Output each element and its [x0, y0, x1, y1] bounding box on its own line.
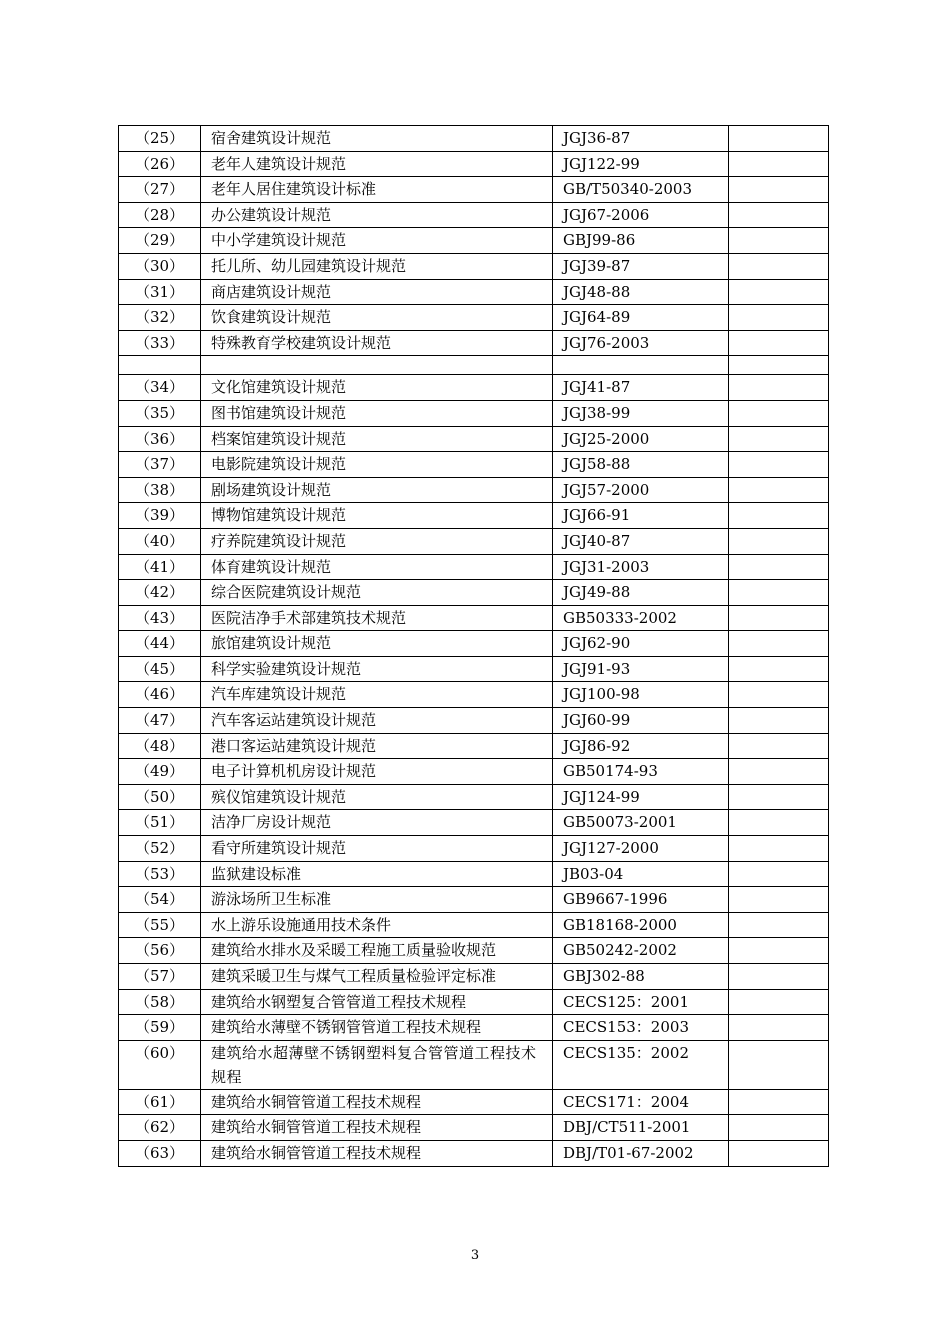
standard-note-cell — [729, 810, 829, 836]
standard-number-cell: （49） — [119, 759, 201, 785]
standard-number-cell: （47） — [119, 708, 201, 734]
standard-note-cell — [729, 912, 829, 938]
standard-note-cell — [729, 733, 829, 759]
table-row — [119, 400, 829, 426]
standard-code-cell: JB03-04 — [553, 861, 729, 887]
standard-name-cell: 电影院建筑设计规范 — [201, 452, 553, 478]
table-row — [119, 503, 829, 529]
standard-code-cell: JGJ64-89 — [553, 305, 729, 331]
standard-note-cell — [729, 400, 829, 426]
standard-note-cell — [729, 177, 829, 203]
standard-number-cell: （57） — [119, 964, 201, 990]
standard-name-cell: 洁净厂房设计规范 — [201, 810, 553, 836]
standard-number-cell: （45） — [119, 656, 201, 682]
standard-name-cell: 体育建筑设计规范 — [201, 554, 553, 580]
table-row — [119, 228, 829, 254]
standard-name-cell: 建筑给水超薄壁不锈钢塑料复合管管道工程技术规程 — [201, 1040, 553, 1089]
standard-name-cell: 建筑给水薄壁不锈钢管管道工程技术规程 — [201, 1015, 553, 1041]
standards-table-body — [119, 126, 829, 1167]
standard-number-cell: （46） — [119, 682, 201, 708]
table-row — [119, 989, 829, 1015]
standard-code-cell: GB9667-1996 — [553, 887, 729, 913]
standard-number-cell: （37） — [119, 452, 201, 478]
standard-note-cell — [729, 1115, 829, 1141]
standard-code-cell: JGJ31-2003 — [553, 554, 729, 580]
standard-code-cell: JGJ39-87 — [553, 253, 729, 279]
table-row — [119, 1089, 829, 1115]
table-row — [119, 682, 829, 708]
standard-number-cell: （34） — [119, 375, 201, 401]
standard-note-cell — [729, 938, 829, 964]
table-row — [119, 356, 829, 375]
table-row — [119, 375, 829, 401]
standard-code-cell: GB50242-2002 — [553, 938, 729, 964]
standard-code-cell: JGJ48-88 — [553, 279, 729, 305]
table-row — [119, 580, 829, 606]
table-row — [119, 1140, 829, 1166]
standard-note-cell — [729, 1040, 829, 1089]
standard-code-cell: JGJ40-87 — [553, 528, 729, 554]
standard-note-cell — [729, 426, 829, 452]
table-row — [119, 887, 829, 913]
standard-name-cell: 建筑给水排水及采暖工程施工质量验收规范 — [201, 938, 553, 964]
standard-code-cell: JGJ100-98 — [553, 682, 729, 708]
standard-number-cell: （56） — [119, 938, 201, 964]
standard-code-cell: JGJ36-87 — [553, 126, 729, 152]
standard-number-cell: （54） — [119, 887, 201, 913]
standard-note-cell — [729, 580, 829, 606]
standard-number-cell: （33） — [119, 330, 201, 356]
table-row — [119, 656, 829, 682]
standard-number-cell: （53） — [119, 861, 201, 887]
standard-number-cell: （41） — [119, 554, 201, 580]
standard-note-cell — [729, 887, 829, 913]
standard-number-cell: （28） — [119, 202, 201, 228]
page-number: 3 — [470, 1248, 480, 1263]
standard-code-cell: CECS135：2002 — [553, 1040, 729, 1089]
table-row — [119, 836, 829, 862]
standard-note-cell — [729, 759, 829, 785]
standard-note-cell — [729, 861, 829, 887]
standard-code-cell: JGJ57-2000 — [553, 477, 729, 503]
table-row — [119, 964, 829, 990]
standard-number-cell: （36） — [119, 426, 201, 452]
standard-number-cell: （50） — [119, 784, 201, 810]
standard-note-cell — [729, 708, 829, 734]
standard-name-cell: 老年人居住建筑设计标准 — [201, 177, 553, 203]
standard-number-cell: （52） — [119, 836, 201, 862]
table-row — [119, 452, 829, 478]
standard-name-cell: 汽车客运站建筑设计规范 — [201, 708, 553, 734]
table-row — [119, 1015, 829, 1041]
standard-name-cell: 博物馆建筑设计规范 — [201, 503, 553, 529]
table-row — [119, 784, 829, 810]
table-row — [119, 631, 829, 657]
standard-code-cell: CECS171：2004 — [553, 1089, 729, 1115]
standard-name-cell: 宿舍建筑设计规范 — [201, 126, 553, 152]
table-row — [119, 1115, 829, 1141]
standard-number-cell: （55） — [119, 912, 201, 938]
standard-code-cell: JGJ66-91 — [553, 503, 729, 529]
standard-note-cell — [729, 330, 829, 356]
table-row — [119, 554, 829, 580]
standard-number-cell: （60） — [119, 1040, 201, 1089]
standard-code-cell: JGJ41-87 — [553, 375, 729, 401]
standard-number-cell: （27） — [119, 177, 201, 203]
table-row — [119, 528, 829, 554]
standard-name-cell: 旅馆建筑设计规范 — [201, 631, 553, 657]
standard-note-cell — [729, 1015, 829, 1041]
standard-name-cell: 游泳场所卫生标准 — [201, 887, 553, 913]
standard-note-cell — [729, 784, 829, 810]
standard-code-cell: JGJ124-99 — [553, 784, 729, 810]
standard-name-cell — [201, 356, 553, 375]
table-row — [119, 605, 829, 631]
standard-number-cell: （43） — [119, 605, 201, 631]
standard-code-cell: GB18168-2000 — [553, 912, 729, 938]
standard-number-cell: （35） — [119, 400, 201, 426]
standard-name-cell: 图书馆建筑设计规范 — [201, 400, 553, 426]
standard-note-cell — [729, 656, 829, 682]
standard-name-cell: 疗养院建筑设计规范 — [201, 528, 553, 554]
standard-number-cell: （51） — [119, 810, 201, 836]
standard-number-cell: （40） — [119, 528, 201, 554]
standard-name-cell: 建筑给水铜管管道工程技术规程 — [201, 1140, 553, 1166]
standard-number-cell: （44） — [119, 631, 201, 657]
standard-number-cell: （61） — [119, 1089, 201, 1115]
standard-note-cell — [729, 126, 829, 152]
standard-note-cell — [729, 964, 829, 990]
table-row — [119, 708, 829, 734]
standard-name-cell: 看守所建筑设计规范 — [201, 836, 553, 862]
table-row — [119, 279, 829, 305]
standard-name-cell: 商店建筑设计规范 — [201, 279, 553, 305]
table-row — [119, 126, 829, 152]
standard-code-cell: JGJ38-99 — [553, 400, 729, 426]
standard-name-cell: 汽车库建筑设计规范 — [201, 682, 553, 708]
table-row — [119, 151, 829, 177]
table-row — [119, 759, 829, 785]
standard-note-cell — [729, 554, 829, 580]
standard-code-cell: JGJ25-2000 — [553, 426, 729, 452]
standard-number-cell: （48） — [119, 733, 201, 759]
standard-name-cell: 托儿所、幼儿园建筑设计规范 — [201, 253, 553, 279]
standard-number-cell: （38） — [119, 477, 201, 503]
standard-number-cell — [119, 356, 201, 375]
standard-code-cell: JGJ49-88 — [553, 580, 729, 606]
table-row — [119, 253, 829, 279]
standard-code-cell: GB50073-2001 — [553, 810, 729, 836]
standard-note-cell — [729, 528, 829, 554]
standard-name-cell: 档案馆建筑设计规范 — [201, 426, 553, 452]
table-row — [119, 477, 829, 503]
standard-number-cell: （32） — [119, 305, 201, 331]
standard-note-cell — [729, 356, 829, 375]
standard-code-cell: DBJ/T01-67-2002 — [553, 1140, 729, 1166]
standard-code-cell: DBJ/CT511-2001 — [553, 1115, 729, 1141]
table-row — [119, 330, 829, 356]
table-row — [119, 810, 829, 836]
standard-note-cell — [729, 989, 829, 1015]
standard-code-cell: GBJ302-88 — [553, 964, 729, 990]
standard-name-cell: 综合医院建筑设计规范 — [201, 580, 553, 606]
standard-name-cell: 科学实验建筑设计规范 — [201, 656, 553, 682]
standard-note-cell — [729, 605, 829, 631]
standard-name-cell: 老年人建筑设计规范 — [201, 151, 553, 177]
standard-name-cell: 港口客运站建筑设计规范 — [201, 733, 553, 759]
standard-name-cell: 剧场建筑设计规范 — [201, 477, 553, 503]
standard-number-cell: （42） — [119, 580, 201, 606]
standard-note-cell — [729, 202, 829, 228]
standard-name-cell: 殡仪馆建筑设计规范 — [201, 784, 553, 810]
standard-code-cell: JGJ91-93 — [553, 656, 729, 682]
table-row — [119, 1040, 829, 1089]
standards-table — [118, 125, 829, 1167]
standard-number-cell: （59） — [119, 1015, 201, 1041]
standard-code-cell: GB/T50340-2003 — [553, 177, 729, 203]
standard-code-cell: JGJ62-90 — [553, 631, 729, 657]
standard-name-cell: 特殊教育学校建筑设计规范 — [201, 330, 553, 356]
standard-number-cell: （31） — [119, 279, 201, 305]
standard-code-cell: GB50333-2002 — [553, 605, 729, 631]
standard-code-cell: GBJ99-86 — [553, 228, 729, 254]
table-row — [119, 861, 829, 887]
standard-number-cell: （30） — [119, 253, 201, 279]
standard-note-cell — [729, 279, 829, 305]
standard-note-cell — [729, 228, 829, 254]
standard-code-cell: JGJ127-2000 — [553, 836, 729, 862]
standard-note-cell — [729, 375, 829, 401]
standard-code-cell: CECS153：2003 — [553, 1015, 729, 1041]
standard-note-cell — [729, 452, 829, 478]
standard-number-cell: （58） — [119, 989, 201, 1015]
table-row — [119, 202, 829, 228]
standard-note-cell — [729, 1089, 829, 1115]
table-row — [119, 305, 829, 331]
standard-name-cell: 建筑给水铜管管道工程技术规程 — [201, 1089, 553, 1115]
standard-name-cell: 建筑给水钢塑复合管管道工程技术规程 — [201, 989, 553, 1015]
standard-number-cell: （26） — [119, 151, 201, 177]
standard-name-cell: 水上游乐设施通用技术条件 — [201, 912, 553, 938]
standard-code-cell: CECS125：2001 — [553, 989, 729, 1015]
standard-name-cell: 中小学建筑设计规范 — [201, 228, 553, 254]
table-row — [119, 912, 829, 938]
table-row — [119, 938, 829, 964]
standard-name-cell: 建筑采暖卫生与煤气工程质量检验评定标准 — [201, 964, 553, 990]
standard-number-cell: （63） — [119, 1140, 201, 1166]
standard-note-cell — [729, 151, 829, 177]
standard-note-cell — [729, 836, 829, 862]
standard-code-cell: JGJ58-88 — [553, 452, 729, 478]
standard-name-cell: 办公建筑设计规范 — [201, 202, 553, 228]
standard-name-cell: 监狱建设标准 — [201, 861, 553, 887]
standard-code-cell: GB50174-93 — [553, 759, 729, 785]
standard-number-cell: （25） — [119, 126, 201, 152]
standard-note-cell — [729, 682, 829, 708]
standard-note-cell — [729, 253, 829, 279]
table-row — [119, 426, 829, 452]
standard-name-cell: 饮食建筑设计规范 — [201, 305, 553, 331]
standard-number-cell: （62） — [119, 1115, 201, 1141]
standard-code-cell — [553, 356, 729, 375]
standard-note-cell — [729, 1140, 829, 1166]
standard-name-cell: 电子计算机机房设计规范 — [201, 759, 553, 785]
standard-note-cell — [729, 503, 829, 529]
standard-name-cell: 文化馆建筑设计规范 — [201, 375, 553, 401]
standard-name-cell: 医院洁净手术部建筑技术规范 — [201, 605, 553, 631]
standard-code-cell: JGJ60-99 — [553, 708, 729, 734]
standard-name-cell: 建筑给水铜管管道工程技术规程 — [201, 1115, 553, 1141]
standard-code-cell: JGJ122-99 — [553, 151, 729, 177]
standard-code-cell: JGJ76-2003 — [553, 330, 729, 356]
standard-note-cell — [729, 305, 829, 331]
standard-note-cell — [729, 631, 829, 657]
standard-code-cell: JGJ67-2006 — [553, 202, 729, 228]
table-row — [119, 733, 829, 759]
standard-number-cell: （29） — [119, 228, 201, 254]
standard-code-cell: JGJ86-92 — [553, 733, 729, 759]
standard-number-cell: （39） — [119, 503, 201, 529]
standard-note-cell — [729, 477, 829, 503]
table-row — [119, 177, 829, 203]
